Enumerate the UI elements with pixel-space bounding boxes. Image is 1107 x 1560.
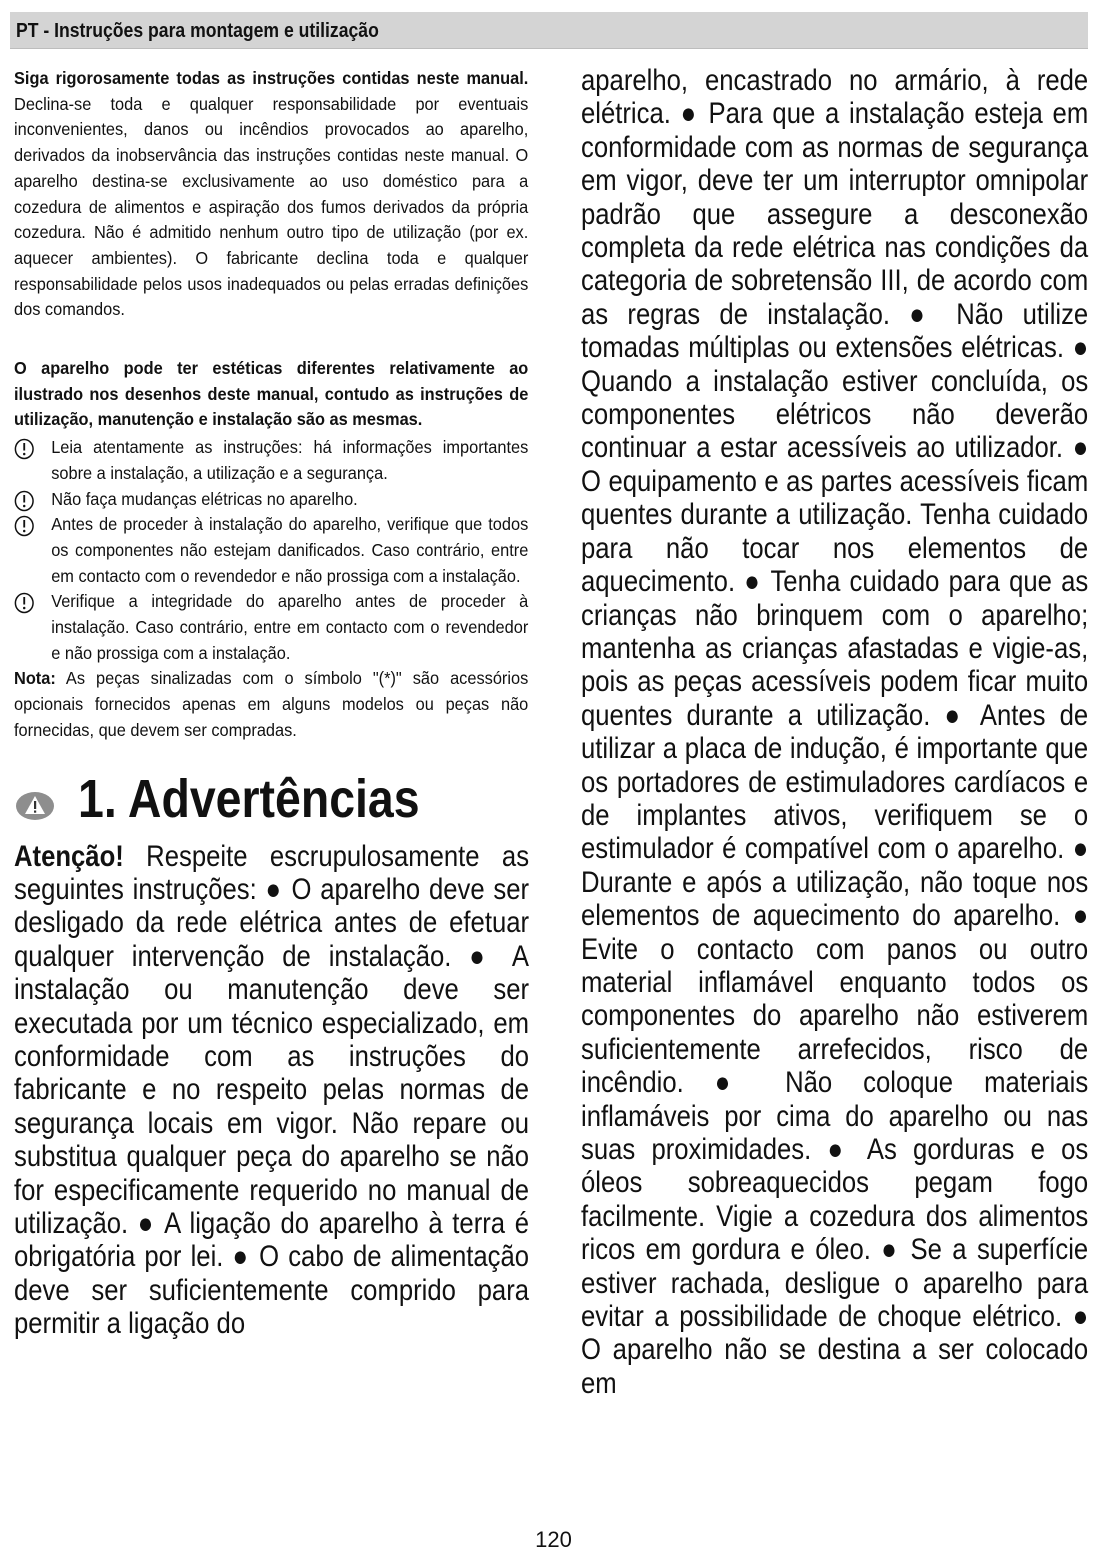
page-number: 120: [535, 1527, 572, 1552]
warnings-left-text: [14, 840, 529, 1341]
section-title: 1. Advertências: [78, 768, 420, 829]
section-heading: [14, 770, 529, 840]
intro-paragraph: [14, 66, 528, 323]
info-circle-icon: [14, 515, 34, 537]
warnings-left-body: Respeite escrupulosamente as seguintes instruções: ● O aparelho deve ser desligado da rede elétrica antes de efetuar qualquer intervenção de instalação. ● A instalação ou manutenção deve ser executada por um técnico especializado, em conformidade com as instruções do fabricante e no respeito pelas normas de segurança locais em vigor. Não repare ou substitua qualquer peça do aparelho se não for especificamente requerido no manual de utilização. ● A ligação do aparelho à terra é obrigatória por lei. ● O cabo de alimentação deve ser suficientemente comprido para permitir a ligação do: [14, 839, 530, 1341]
aesthetics-note: [14, 356, 528, 433]
note-text: Antes de proceder à instalação do aparelho, verifique que todos os componentes não estejam danificados. Caso contrário, entre em contacto com o revendedor e não prossiga com a instalação.: [51, 514, 529, 586]
list-item: [14, 512, 528, 589]
warnings-right-text: aparelho, encastrado no armário, à rede elétrica. ● Para que a instalação esteja em conformidade com as normas de segurança em vigor, deve ter um interruptor omnipolar padrão que assegure a desconexão completa da rede elétrica nas condições da categoria de sobretensão III, de acordo com as regras de instalação. ● Não utilize tomadas múltiplas ou extensões elétricas. ● Quando a instalação estiver concluída, os componentes elétricos não deverão continuar a estar acessíveis ao utilizador. ● O equipamento e as partes acessíveis ficam quentes durante a utilização. Tenha cuidado para não tocar nos elementos de aquecimento. ● Tenha cuidado para que as crianças não brinquem com o aparelho; mantenha as crianças afastadas e vigie-as, pois as peças acessíveis podem ficar muito quentes durante a utilização. ● Antes de utilizar a placa de indução, é importante que os portadores de estimuladores cardíacos e de implantes ativos, verifiquem se o estimulador é compatível com o aparelho. ● Durante e após a utilização, não toque nos elementos de aquecimento do aparelho. ● Evite o contacto com panos ou outro material inflamável enquanto todos os componentes do aparelho não estiverem suficientemente arrefecidos, risco de incêndio. ● Não coloque materiais inflamáveis por cima do aparelho ou nas suas proximidades. ● As gorduras e os óleos sobreaquecidos pegam fogo facilmente. Vigie a cozedura dos alimentos ricos em gordura e óleo. ● Se a superfície estiver rachada, desligue o aparelho para evitar a possibilidade de choque elétrico. ● O aparelho não se destina a ser colocado em: [581, 64, 1089, 1400]
list-item: [14, 589, 528, 666]
info-circle-icon: [14, 490, 34, 512]
list-item: [14, 487, 528, 513]
intro-bold-lead: Siga rigorosamente todas as instruções contidas neste manual.: [14, 68, 529, 88]
page-header-title: PT - Instruções para montagem e utilização: [16, 20, 379, 42]
intro-text: Declina-se toda e qualquer responsabilidade por eventuais inconvenientes, danos ou incêndios provocados ao aparelho, derivados da inobservância das instruções contidas neste manual. O aparelho destina-se exclusivamente ao uso doméstico para a cozedura de alimentos e aspiração dos fumos derivados da própria cozedura. Não é admitido nenhum outro tipo de utilização (por ex. aquecer ambientes). O fabricante declina toda e qualquer responsabilidade pelos usos inadequados ou pelas erradas definições dos comandos.: [14, 93, 529, 320]
note-text: Verifique a integridade do aparelho antes de proceder à instalação. Caso contrário, entre em contacto com o revendedor e não prossiga com a instalação.: [51, 591, 529, 663]
aesthetics-note-text: O aparelho pode ter estéticas diferentes relativamente ao ilustrado nos desenhos deste manual, contudo as instruções de utilização, manutenção e instalação são as mesmas.: [14, 358, 529, 430]
note-text: Não faça mudanças elétricas no aparelho.: [51, 488, 358, 509]
info-circle-icon: [14, 592, 34, 614]
left-column: [14, 66, 529, 1341]
info-circle-icon: [14, 438, 34, 460]
notes-list: [14, 435, 528, 666]
right-column: [581, 64, 1088, 1400]
nota-paragraph: [14, 666, 528, 743]
nota-label: Nota:: [14, 668, 56, 689]
list-item: [14, 435, 528, 486]
warning-label: Atenção!: [14, 839, 124, 873]
warning-icon: [14, 790, 56, 822]
header-bar: [10, 12, 1088, 49]
note-text: Leia atentamente as instruções: há informações importantes sobre a instalação, a utilização e a segurança.: [51, 437, 529, 483]
nota-text: As peças sinalizadas com o símbolo "(*)" são acessórios opcionais fornecidos apenas em alguns modelos ou peças não fornecidas, que devem ser compradas.: [14, 668, 529, 740]
